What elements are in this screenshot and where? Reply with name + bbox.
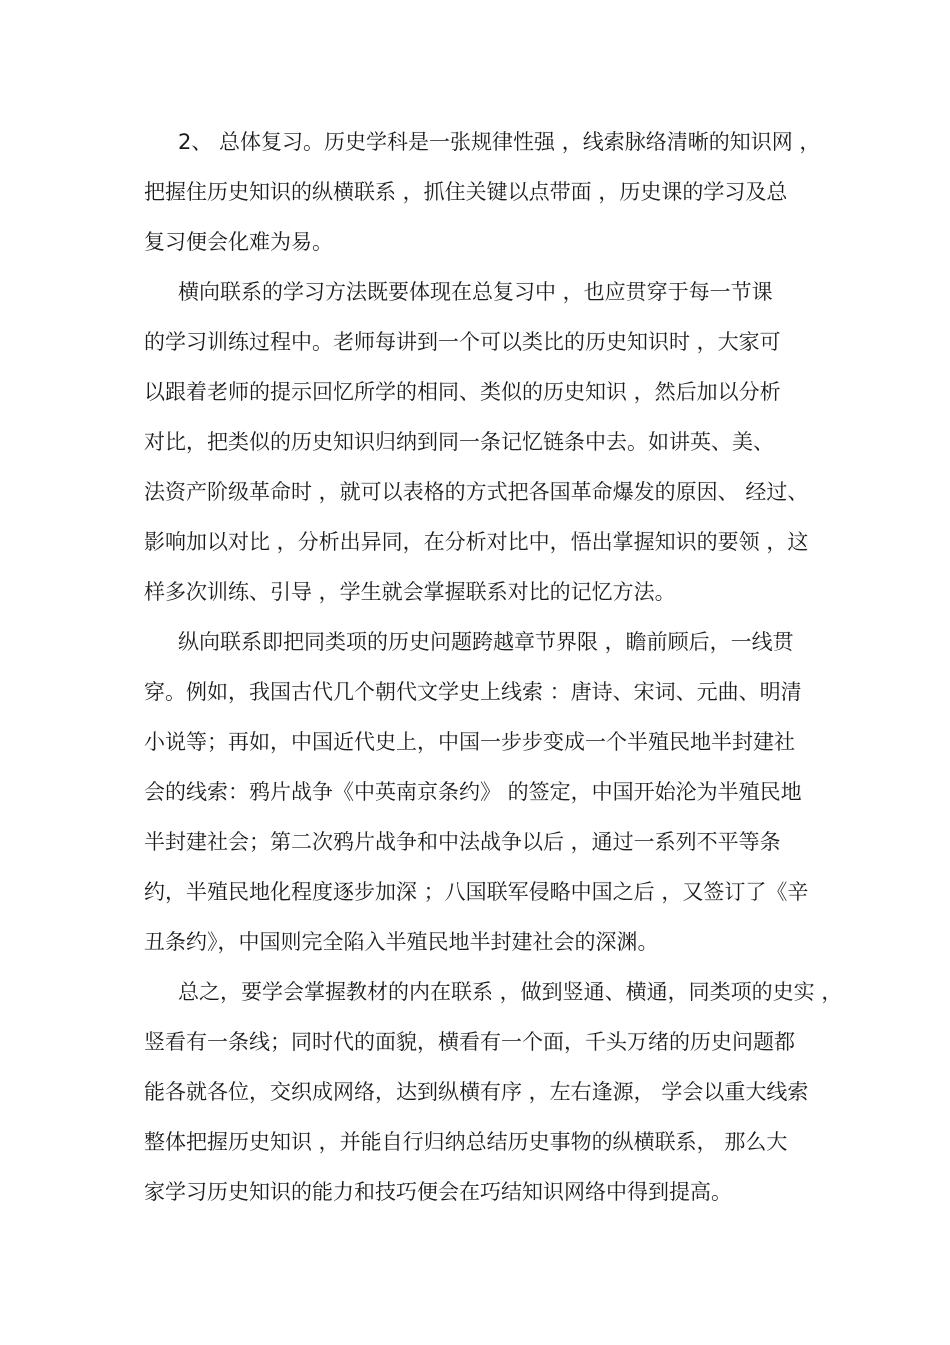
- paragraph-2-line-5: 法资产阶级革命时 ，就可以表格的方式把各国革命爆发的原因、 经过、: [144, 480, 809, 504]
- paragraph-3-line-3: 小说等；再如，中国近代史上，中国一步步变成一个半殖民地半封建社: [144, 730, 795, 754]
- paragraph-4-line-3: 能各就各位，交织成网络，达到纵横有序 ，左右逢源， 学会以重大线索: [144, 1080, 809, 1104]
- paragraph-2-line-6: 影响加以对比 ，分析出异同，在分析对比中，悟出掌握知识的要领 ，这: [144, 530, 809, 554]
- paragraph-2-line-7: 样多次训练、引导 ，学生就会掌握联系对比的记忆方法。: [144, 580, 676, 604]
- paragraph-2-line-1: 横向联系的学习方法既要体现在总复习中 ，也应贯穿于每一节课: [178, 280, 773, 304]
- paragraph-4-line-5: 家学习历史知识的能力和技巧便会在巧结知识网络中得到提高。: [144, 1180, 732, 1204]
- paragraph-4-line-4: 整体把握历史知识 ，并能自行归纳总结历史事物的纵横联系， 那么大: [144, 1130, 788, 1154]
- paragraph-3-line-6: 约，半殖民地化程度逐步加深 ；八国联军侵略中国之后 ，又签订了《辛: [144, 880, 809, 904]
- paragraph-1-line-2: 把握住历史知识的纵横联系 ，抓住关键以点带面 ，历史课的学习及总: [144, 180, 788, 204]
- paragraph-4-line-2: 竖看有一条线；同时代的面貌，横看有一个面，千头万绪的历史问题都: [144, 1030, 795, 1054]
- paragraph-3-line-2: 穿。例如，我国古代几个朝代文学史上线索 ：唐诗、宋词、元曲、明清: [144, 680, 802, 704]
- paragraph-3-line-7: 丑条约》，中国则完全陷入半殖民地半封建社会的深渊。: [144, 930, 659, 954]
- paragraph-2-line-2: 的学习训练过程中。老师每讲到一个可以类比的历史知识时 ，大家可: [144, 330, 781, 354]
- paragraph-4-line-1: 总之，要学会掌握教材的内在联系 ，做到竖通、横通，同类项的史实 ，: [178, 980, 843, 1004]
- paragraph-1-line-1: 2、 总体复习。历史学科是一张规律性强 ，线索脉络清晰的知识网 ，: [178, 130, 821, 154]
- paragraph-3-line-5: 半封建社会；第二次鸦片战争和中法战争以后 ，通过一系列不平等条: [144, 830, 781, 854]
- paragraph-3-line-4: 会的线索：鸦片战争《中英南京条约》 的签定，中国开始沦为半殖民地: [144, 780, 802, 804]
- paragraph-3-line-1: 纵向联系即把同类项的历史问题跨越章节界限 ，瞻前顾后，一线贯: [178, 630, 794, 654]
- paragraph-2-line-3: 以跟着老师的提示回忆所学的相同、类似的历史知识 ，然后加以分析: [144, 380, 781, 404]
- paragraph-2-line-4: 对比，把类似的历史知识归纳到同一条记忆链条中去。如讲英、美、: [144, 430, 774, 454]
- paragraph-1-line-3: 复习便会化难为易。: [144, 230, 333, 254]
